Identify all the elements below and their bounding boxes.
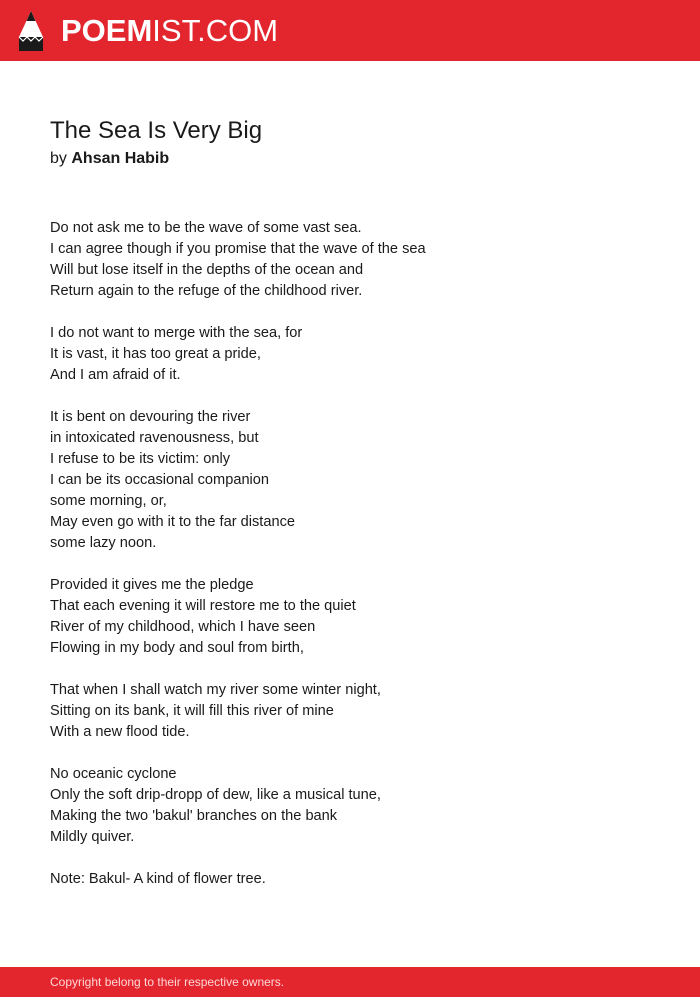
poem-line: It is vast, it has too great a pride, <box>50 346 261 362</box>
poem-line: Making the two 'bakul' branches on the bank <box>50 808 338 824</box>
poem-line: I do not want to merge with the sea, for <box>50 325 303 341</box>
stanza <box>50 407 650 554</box>
stanza <box>50 764 650 848</box>
poem-line: No oceanic cyclone <box>50 766 177 782</box>
site-header <box>0 0 700 61</box>
byline <box>50 148 169 170</box>
poem-line: some lazy noon. <box>50 535 157 551</box>
poem-line: Sitting on its bank, it will fill this river of mine <box>50 703 334 719</box>
poem-title: The Sea Is Very Big <box>50 117 263 144</box>
logo-light-text: IST.COM <box>152 13 279 48</box>
stanza <box>50 680 650 743</box>
poem-line: Mildly quiver. <box>50 829 135 845</box>
poem-line: I can agree though if you promise that the wave of the sea <box>50 241 426 257</box>
copyright-text: Copyright belong to their respective owners. <box>50 975 285 989</box>
poem-line: With a new flood tide. <box>50 724 190 740</box>
site-logo[interactable] <box>61 12 278 50</box>
poem-line: Do not ask me to be the wave of some vast sea. <box>50 220 362 236</box>
stanza <box>50 323 650 386</box>
poem-line: Return again to the refuge of the childhood river. <box>50 283 363 299</box>
logo-bold-text: POEM <box>61 13 153 48</box>
author-name: Ahsan Habib <box>71 150 170 167</box>
poem-line: It is bent on devouring the river <box>50 409 251 425</box>
poem-line: That each evening it will restore me to the quiet <box>50 598 356 614</box>
poem-line: in intoxicated ravenousness, but <box>50 430 259 446</box>
poem-line: Flowing in my body and soul from birth, <box>50 640 304 656</box>
poem-line: some morning, or, <box>50 493 167 509</box>
by-label: by <box>50 150 67 167</box>
stanza <box>50 575 650 659</box>
poem-line: And I am afraid of it. <box>50 367 181 383</box>
poem-line: That when I shall watch my river some winter night, <box>50 682 381 698</box>
poem-note: Note: Bakul- A kind of flower tree. <box>50 871 266 887</box>
poem-body <box>50 218 650 890</box>
poem-line: I can be its occasional companion <box>50 472 270 488</box>
poem-line: River of my childhood, which I have seen <box>50 619 316 635</box>
stanza <box>50 218 650 302</box>
poem-line: Will but lose itself in the depths of the ocean and <box>50 262 364 278</box>
poem-line: I refuse to be its victim: only <box>50 451 231 467</box>
site-footer <box>0 967 700 997</box>
poem-line: Provided it gives me the pledge <box>50 577 254 593</box>
poem-line: Only the soft drip-dropp of dew, like a musical tune, <box>50 787 381 803</box>
poem-line: May even go with it to the far distance <box>50 514 295 530</box>
pencil-logo-icon[interactable] <box>18 10 44 52</box>
